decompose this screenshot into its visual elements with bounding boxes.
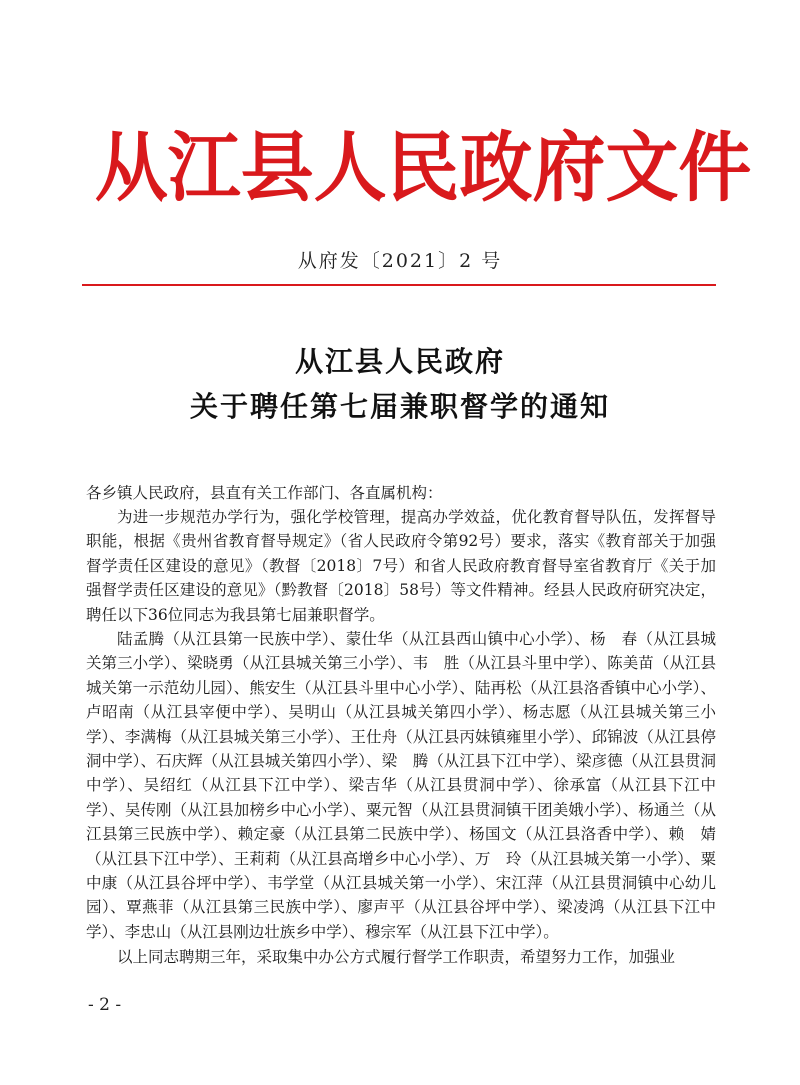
red-divider bbox=[82, 284, 716, 286]
salutation: 各乡镇人民政府，县直有关工作部门、各直属机构： bbox=[86, 484, 443, 502]
document-number: 从府发〔2021〕2 号 bbox=[297, 250, 503, 272]
body-paragraph-2: 陆孟腾（从江县第一民族中学）、蒙仕华（从江县西山镇中心小学）、杨 春（从江县城关第三小学）、梁晓勇（从江县城关第三小学）、韦 胜（从江县斗里中学）、陈美苗（从江县城关第一示范幼儿园）、熊安生（从江县斗里中心小学）、陆再松（从江县洛香镇中心小学）、卢昭南（从江县宰便中学）、吴明山（从江县城关第四小学）、杨志愿（从江县城关第三小学）、李满梅（从江县城关第三小学）、王仕舟（从江县丙妹镇雍里小学）、邱锦波（从江县停洞中学）、石庆辉（从江县城关第四小学）、梁 腾（从江县下江中学）、梁彦德（从江县贯洞中学）、吴绍红（从江县下江中学）、梁吉华（从江县贯洞中学）、徐承富（从江县下江中学）、吴传刚（从江县加榜乡中心小学）、粟元智（从江县贯洞镇干团美娥小学）、杨通兰（从江县第三民族中学）、赖定豪（从江县第二民族中学）、杨国文（从江县洛香中学）、赖 婧（从江县下江中学）、王莉莉（从江县高增乡中心小学）、万 玲（从江县城关第一小学）、粟中康（从江县谷坪中学）、韦学堂（从江县城关第一小学）、宋江萍（从江县贯洞镇中心幼儿园）、覃燕菲（从江县第三民族中学）、廖声平（从江县谷坪中学）、梁凌鸿（从江县下江中学）、李忠山（从江县刚边壮族乡中学）、穆宗军（从江县下江中学）。 bbox=[86, 630, 716, 941]
body-paragraph-1: 为进一步规范办学行为，强化学校管理，提高办学效益，优化教育督导队伍，发挥督导职能，根据《贵州省教育督导规定》（省人民政府令第92号）要求，落实《教育部关于加强督学责任区建设的意见》（教督〔2018〕7号）和省人民政府教育督导室省教育厅《关于加强督学责任区建设的意见》（黔教督〔2018〕58号）等文件精神。经县人民政府研究决定，聘任以下36位同志为我县第七届兼职督学。 bbox=[86, 508, 716, 624]
body-paragraph-3: 以上同志聘期三年，采取集中办公方式履行督学工作职责，希望努力工作，加强业 bbox=[117, 948, 676, 966]
notice-title-line1: 从江县人民政府 bbox=[294, 345, 505, 378]
document-header-title: 从江县人民政府文件 bbox=[94, 123, 752, 212]
page-number: - 2 - bbox=[88, 995, 122, 1015]
notice-title-line2: 关于聘任第七届兼职督学的通知 bbox=[189, 390, 610, 423]
